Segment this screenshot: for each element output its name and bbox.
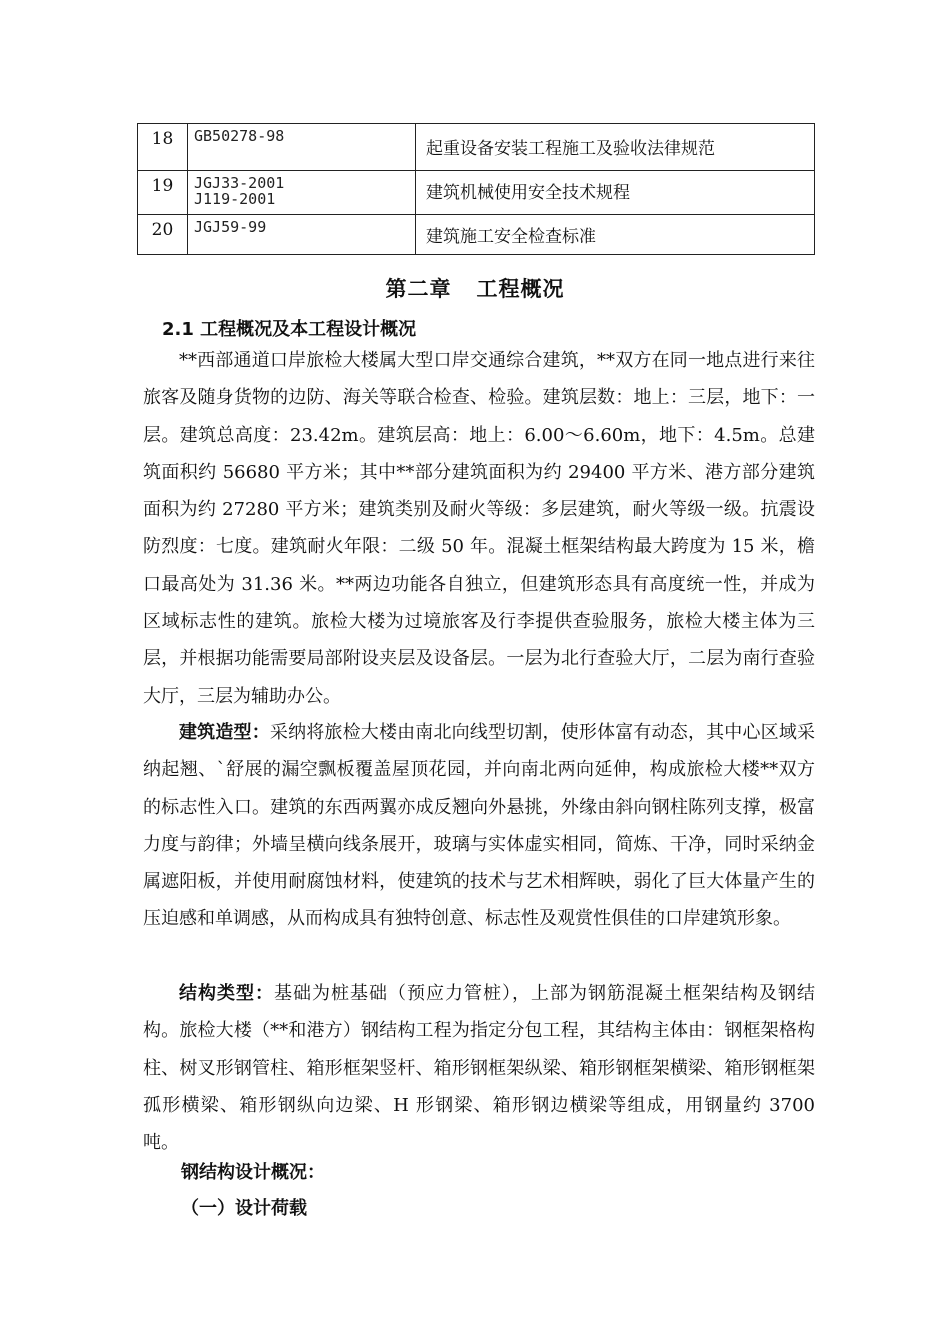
table-row	[138, 124, 815, 171]
standard-name: 建筑施工安全检查标准	[416, 215, 815, 255]
section-title: 2.1 工程概况及本工程设计概况	[162, 319, 417, 340]
row-number: 18	[138, 124, 188, 171]
overview-paragraph: **西部通道口岸旅检大楼属大型口岸交通综合建筑，**双方在同一地点进行来往旅客及随身货物的边防、海关等联合检查、检验。建筑层数：地上：三层，地下：一层。建筑总高度：23.42m。建筑层高：地上：6.00～6.60m，地下：4.5m。总建筑面积约 56680 平方米；其中**部分建筑面积为约 29400 平方米、港方部分建筑面积为约 27280 平方米；建筑类别及耐火等级：多层建筑，耐火等级一级。抗震设防烈度：七度。建筑耐火年限：二级 50 年。混凝土框架结构最大跨度为 15 米，檐口最高处为 31.36 米。**两边功能各自独立，但建筑形态具有高度统一性，并成为区域标志性的建筑。旅检大楼为过境旅客及行李提供查验服务，旅检大楼主体为三层，并根据功能需要局部附设夹层及设备层。一层为北行查验大厅，二层为南行查验大厅，三层为辅助办公。	[143, 350, 815, 707]
standard-code: JGJ59-99	[188, 215, 416, 255]
architecture-form-body: 采纳将旅检大楼由南北向线型切割，使形体富有动态，其中心区域采纳起翘、`舒展的漏空飘板覆盖屋顶花园，并向南北两向延伸，构成旅检大楼**双方的标志性入口。建筑的东西两翼亦成反翘向外悬挑，外缘由斜向钢柱陈列支撑，极富力度与韵律；外墙呈横向线条展开，玻璃与实体虚实相同，简炼、干净，同时采纳金属遮阳板，并使用耐腐蚀材料，使建筑的技术与艺术相辉映，弱化了巨大体量产生的压迫感和单调感，从而构成具有独特创意、标志性及观赏性俱佳的口岸建筑形象。	[143, 722, 816, 930]
row-number: 19	[138, 171, 188, 215]
standard-name: 起重设备安装工程施工及验收法律规范	[416, 124, 815, 171]
chapter-title: 第二章 工程概况	[385, 277, 565, 301]
standard-code: JGJ33-2001 J119-2001	[188, 171, 416, 215]
structure-type-body: 基础为桩基础（预应力管桩），上部为钢筋混凝土框架结构及钢结构。旅检大楼（**和港方）钢结构工程为指定分包工程，其结构主体由：钢框架格构柱、树叉形钢管柱、箱形框架竖杆、箱形钢框架纵梁、箱形钢框架横梁、箱形钢框架孤形横梁、箱形钢纵向边梁、H 形钢梁、箱形钢边横梁等组成，用钢量约 3700 吨。	[143, 983, 815, 1154]
standards-table	[137, 123, 815, 255]
row-number: 20	[138, 215, 188, 255]
architecture-form-paragraph	[143, 714, 815, 938]
standard-code: GB50278-98	[188, 124, 416, 171]
structure-type-lead: 结构类型：	[179, 983, 274, 1004]
table-row	[138, 215, 815, 255]
steel-design-heading: 钢结构设计概况：	[181, 1162, 325, 1183]
structure-type-paragraph	[143, 975, 815, 1161]
design-load-heading: （一）设计荷载	[181, 1198, 307, 1219]
architecture-form-lead: 建筑造型：	[179, 722, 270, 743]
table-row	[138, 171, 815, 215]
standard-name: 建筑机械使用安全技术规程	[416, 171, 815, 215]
